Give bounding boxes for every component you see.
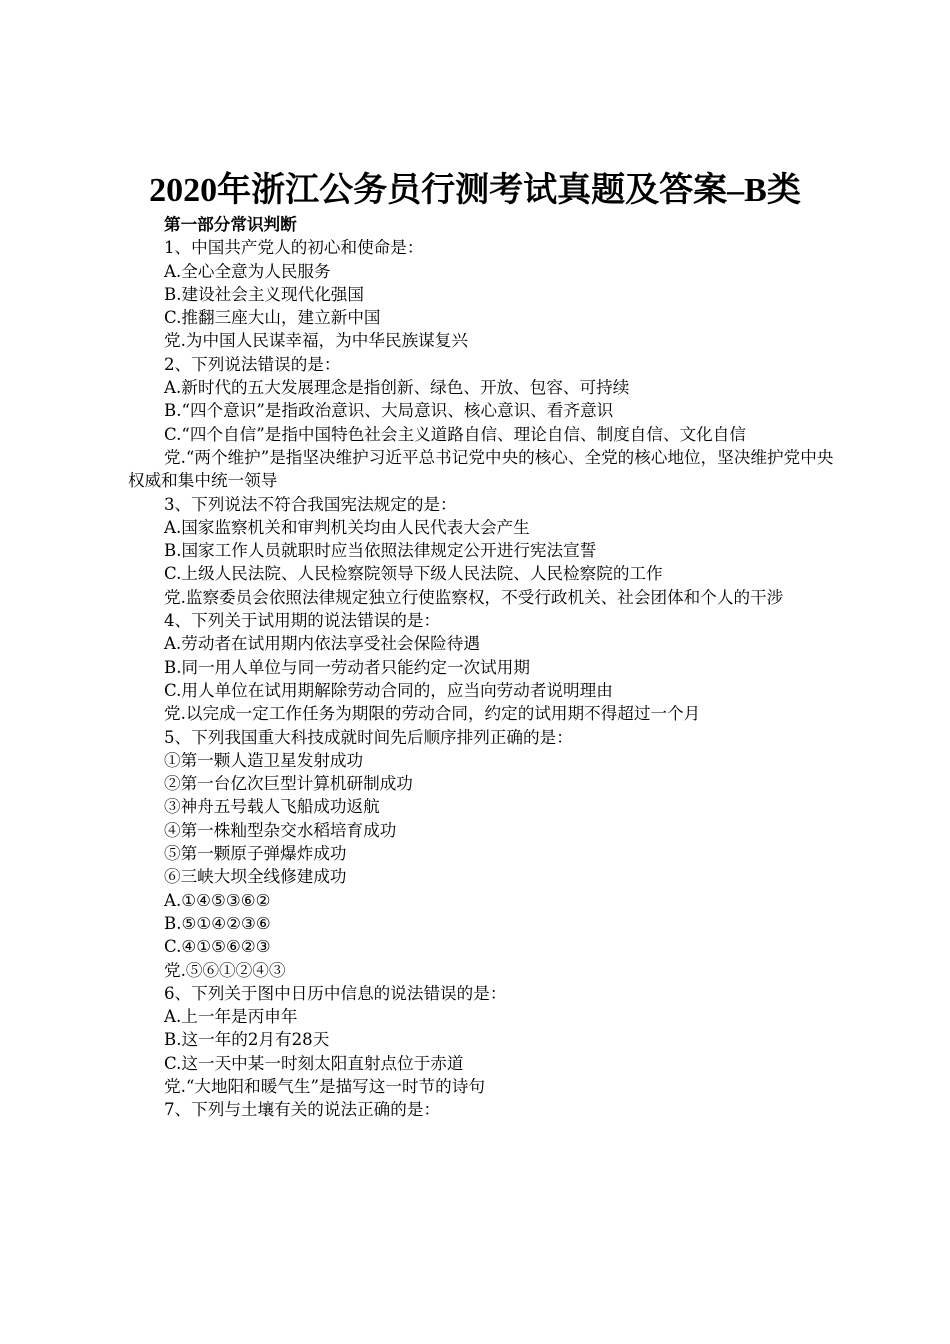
- item-line: ④第一株籼型杂交水稻培育成功: [164, 820, 397, 840]
- document-body: [128, 213, 838, 1122]
- question-line: 3、下列说法不符合我国宪法规定的是：: [164, 494, 457, 514]
- option-line: A.新时代的五大发展理念是指创新、绿色、开放、包容、可持续: [164, 378, 630, 398]
- option-line: A.劳动者在试用期内依法享受社会保险待遇: [164, 634, 480, 654]
- option-line: B.同一用人单位与同一劳动者只能约定一次试用期: [164, 657, 530, 677]
- question-line: 2、下列说法错误的是：: [164, 354, 341, 374]
- option-line: 党.为中国人民谋幸福，为中华民族谋复兴: [164, 331, 468, 351]
- option-line: B.国家工作人员就职时应当依照法律规定公开进行宪法宣誓: [164, 541, 597, 561]
- option-line: 党.监察委员会依照法律规定独立行使监察权，不受行政机关、社会团体和个人的干涉: [164, 587, 784, 607]
- question-line: 4、下列关于试用期的说法错误的是：: [164, 611, 441, 631]
- option-line: B.⑤①④②③⑥: [164, 913, 271, 933]
- section-heading: 第一部分常识判断: [164, 214, 297, 234]
- option-line: C.用人单位在试用期解除劳动合同的，应当向劳动者说明理由: [164, 680, 613, 700]
- option-line: 党.“两个维护”是指坚决维护习近平总书记党中央的核心、全党的核心地位，坚决维护党中央权威和集中统一领导: [128, 447, 834, 491]
- item-line: ⑥三峡大坝全线修建成功: [164, 867, 347, 887]
- page-title: 2020年浙江公务员行测考试真题及答案–B类: [149, 172, 801, 209]
- option-line: A.①④⑤③⑥②: [164, 890, 271, 910]
- item-line: ①第一颗人造卫星发射成功: [164, 750, 364, 770]
- option-line: 党.“大地阳和暖气生”是描写这一时节的诗句: [164, 1076, 485, 1096]
- option-line: C.上级人民法院、人民检察院领导下级人民法院、人民检察院的工作: [164, 564, 663, 584]
- option-line: B.这一年的2月有28天: [164, 1030, 330, 1050]
- option-line: C.④①⑤⑥②③: [164, 937, 271, 957]
- option-line: B.“四个意识”是指政治意识、大局意识、核心意识、看齐意识: [164, 401, 614, 421]
- option-line: B.建设社会主义现代化强国: [164, 284, 364, 304]
- option-line: 党.以完成一定工作任务为期限的劳动合同，约定的试用期不得超过一个月: [164, 704, 701, 724]
- option-line: C.“四个自信”是指中国特色社会主义道路自信、理论自信、制度自信、文化自信: [164, 424, 746, 444]
- question-line: 1、中国共产党人的初心和使命是：: [164, 238, 424, 258]
- question-line: 7、下列与土壤有关的说法正确的是：: [164, 1100, 441, 1120]
- question-line: 6、下列关于图中日历中信息的说法错误的是：: [164, 983, 507, 1003]
- question-line: 5、下列我国重大科技成就时间先后顺序排列正确的是：: [164, 727, 573, 747]
- option-line: A.全心全意为人民服务: [164, 261, 331, 281]
- option-line: 党.⑤⑥①②④③: [164, 960, 286, 980]
- option-line: C.这一天中某一时刻太阳直射点位于赤道: [164, 1053, 464, 1073]
- item-line: ⑤第一颗原子弹爆炸成功: [164, 844, 347, 864]
- item-line: ②第一台亿次巨型计算机研制成功: [164, 774, 413, 794]
- option-line: A.国家监察机关和审判机关均由人民代表大会产生: [164, 517, 530, 537]
- item-line: ③神舟五号载人飞船成功返航: [164, 797, 380, 817]
- option-line: A.上一年是丙申年: [164, 1007, 298, 1027]
- option-line: C.推翻三座大山，建立新中国: [164, 308, 381, 328]
